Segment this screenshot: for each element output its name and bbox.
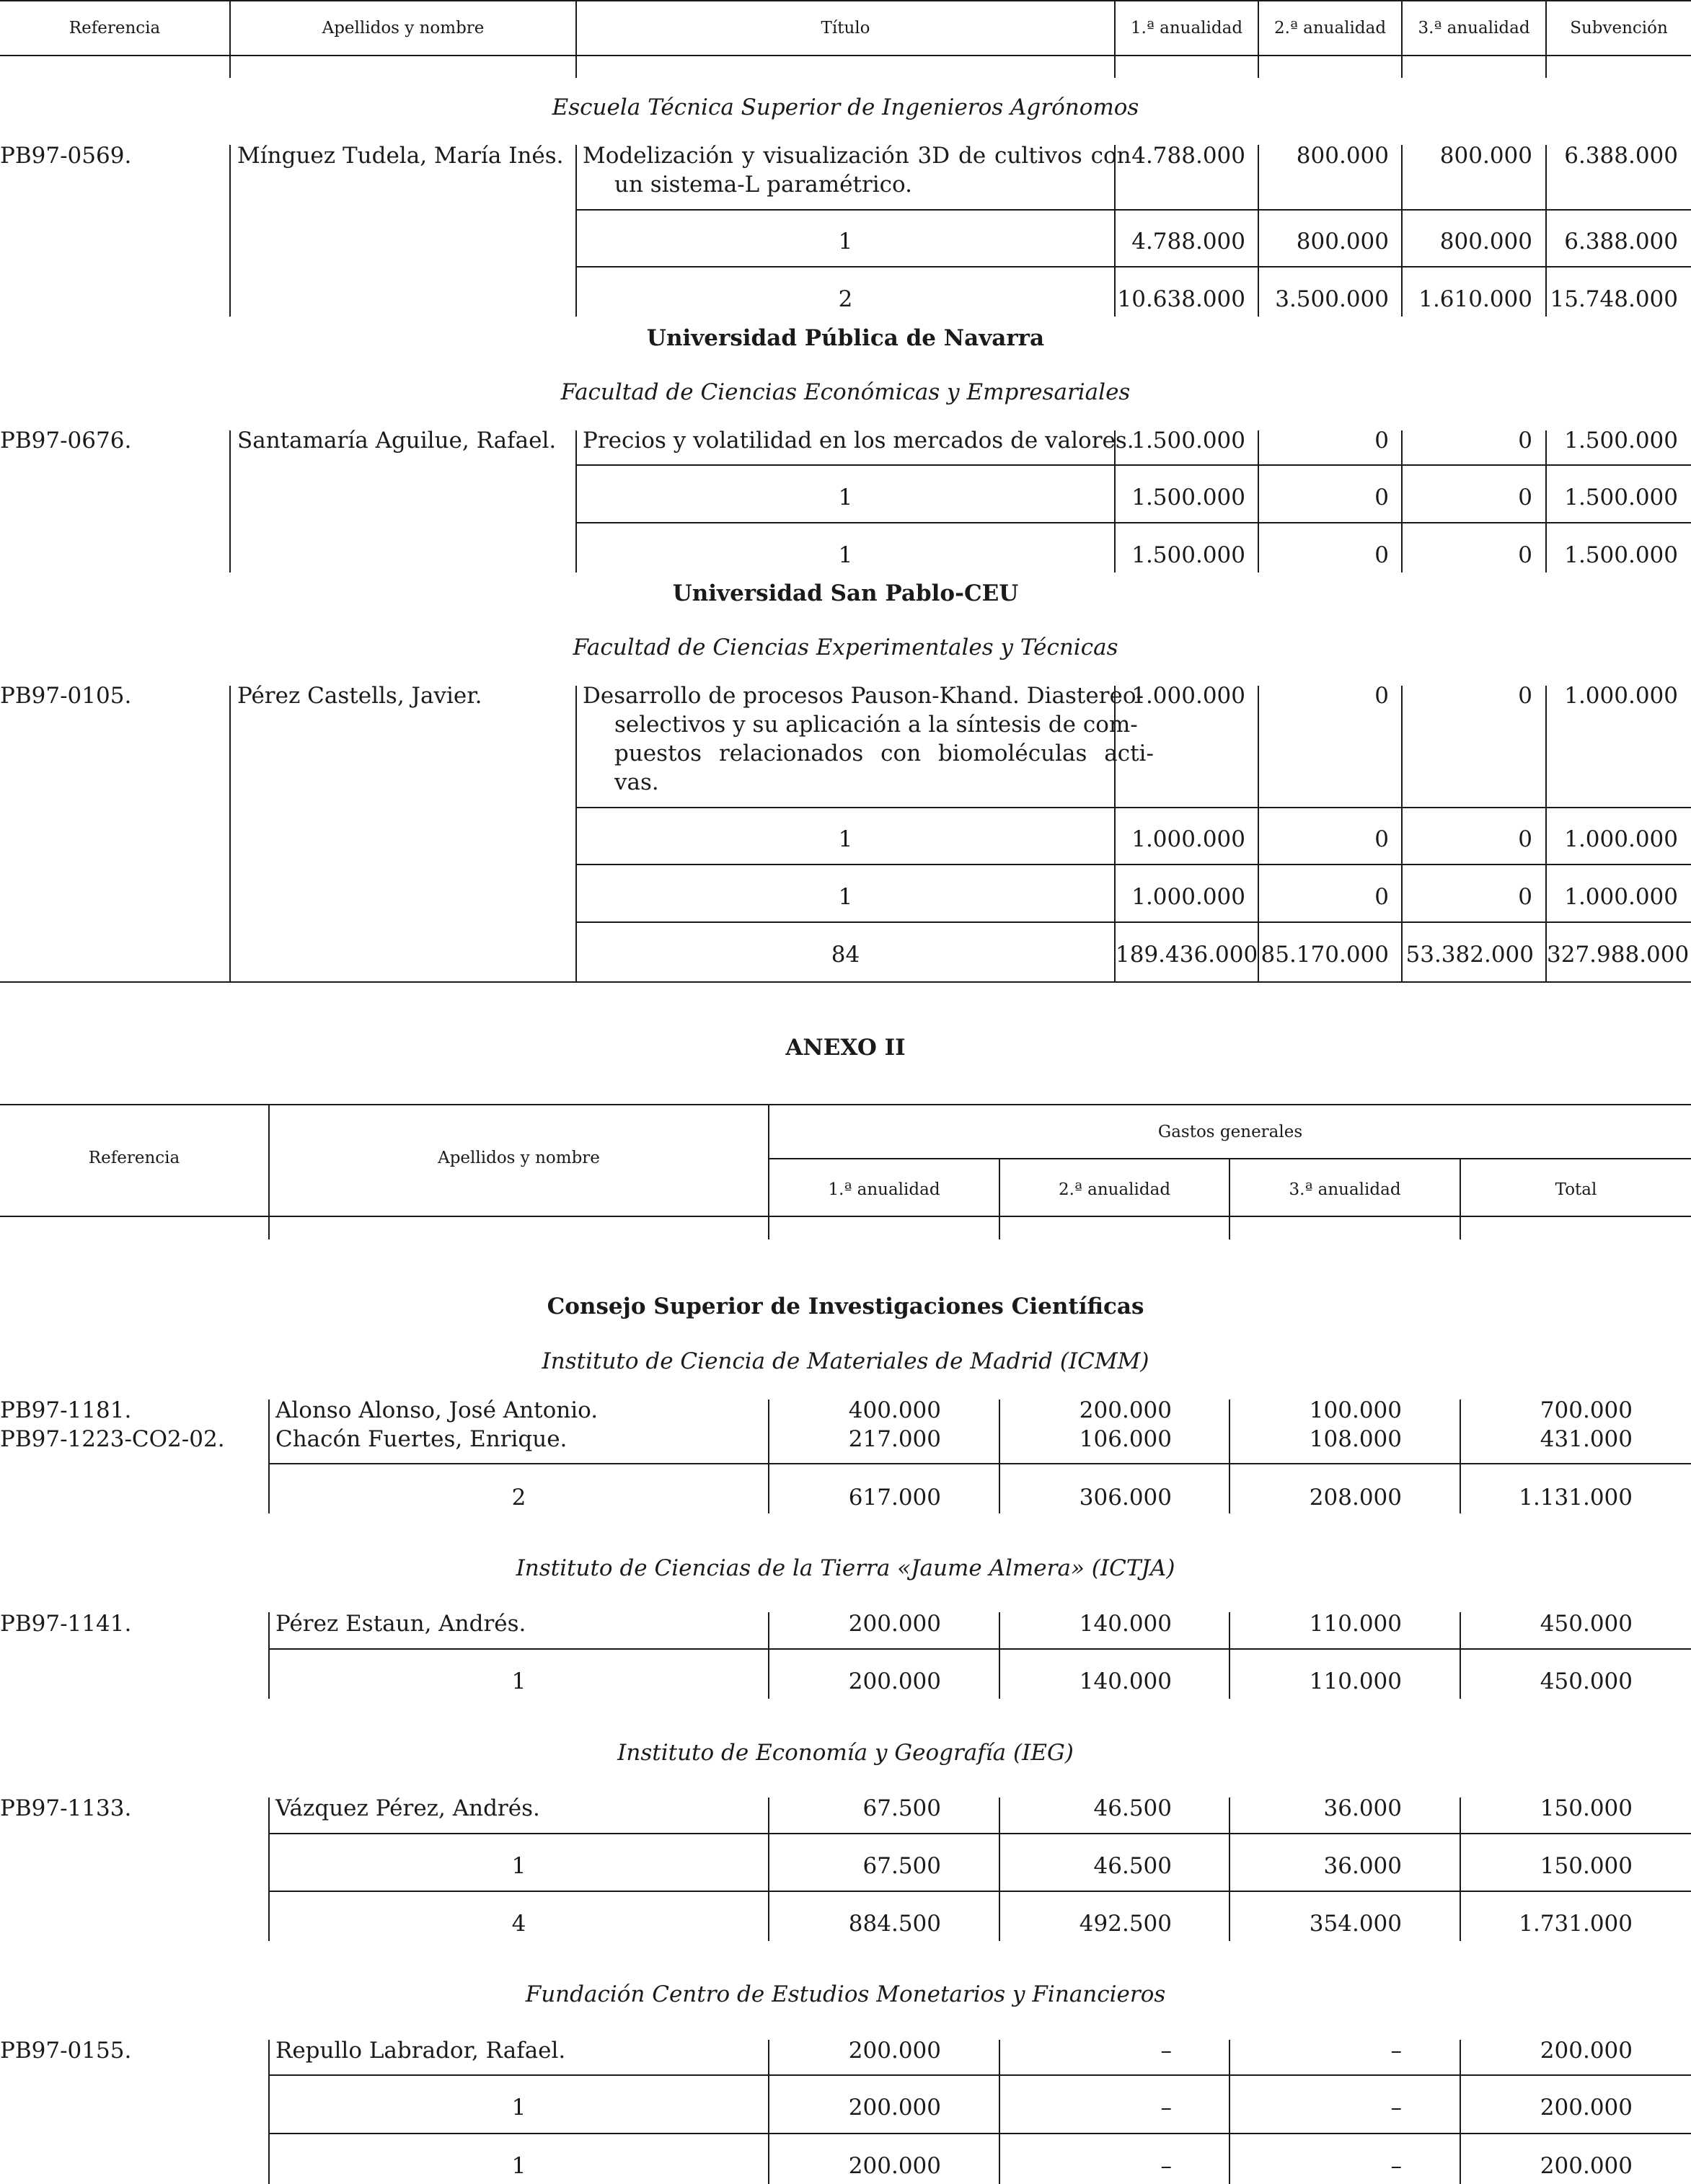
cell-apellidos: Chacón Fuertes, Enrique. bbox=[275, 1426, 568, 1452]
cell-titulo: Precios y volatilidad en los mercados de valores. bbox=[583, 428, 1134, 454]
university-heading: Universidad San Pablo-CEU bbox=[672, 580, 1019, 606]
rule bbox=[575, 209, 1691, 211]
rule bbox=[0, 1104, 1691, 1105]
cell-referencia: PB97-0676. bbox=[0, 428, 132, 454]
header-anualidad-1: 1.ª anualidad bbox=[1130, 19, 1243, 37]
cell-anualidad-2: 306.000 bbox=[1079, 1485, 1172, 1511]
cell-anualidad-2: 492.500 bbox=[1079, 1911, 1172, 1937]
cell-anualidad-1: 1.000.000 bbox=[1131, 826, 1245, 852]
rule bbox=[575, 864, 1691, 865]
cell-titulo: un sistema-L paramétrico. bbox=[614, 172, 913, 198]
cell-anualidad-1: 1.000.000 bbox=[1131, 884, 1245, 910]
cell-count: 2 bbox=[511, 1485, 526, 1511]
cell-total: 200.000 bbox=[1540, 2038, 1633, 2064]
cell-apellidos: Alonso Alonso, José Antonio. bbox=[275, 1397, 599, 1423]
rule bbox=[268, 1463, 1691, 1464]
cell-apellidos: Pérez Castells, Javier. bbox=[237, 683, 482, 709]
cell-anualidad-2: 0 bbox=[1374, 428, 1389, 454]
cell-count: 2 bbox=[838, 286, 853, 312]
cell-apellidos: Repullo Labrador, Rafael. bbox=[275, 2038, 566, 2064]
cell-anualidad-2: 0 bbox=[1374, 485, 1389, 510]
cell-anualidad-3: 1.610.000 bbox=[1418, 286, 1532, 312]
col-divider bbox=[1258, 0, 1259, 78]
cell-total: 150.000 bbox=[1540, 1853, 1633, 1879]
cell-apellidos: Pérez Estaun, Andrés. bbox=[275, 1611, 526, 1637]
cell-total: 1.731.000 bbox=[1519, 1911, 1633, 1937]
cell-anualidad-1: 1.500.000 bbox=[1131, 428, 1245, 454]
cell-anualidad-2: 0 bbox=[1374, 826, 1389, 852]
col-divider bbox=[1229, 1158, 1230, 1239]
header-anualidad-1: 1.ª anualidad bbox=[828, 1180, 940, 1199]
cell-anualidad-1: 10.638.000 bbox=[1117, 286, 1245, 312]
cell-anualidad-3: 110.000 bbox=[1309, 1611, 1402, 1637]
cell-anualidad-1: 217.000 bbox=[848, 1426, 941, 1452]
cell-subvencion: 6.388.000 bbox=[1564, 143, 1678, 169]
cell-subvencion: 15.748.000 bbox=[1550, 286, 1678, 312]
cell-apellidos: Vázquez Pérez, Andrés. bbox=[275, 1795, 540, 1821]
center-heading: Instituto de Ciencia de Materiales de Madrid (ICMM) bbox=[542, 1348, 1149, 1374]
center-heading: Instituto de Ciencias de la Tierra «Jaume Almera» (ICTJA) bbox=[516, 1555, 1175, 1581]
cell-anualidad-2: 800.000 bbox=[1296, 229, 1389, 255]
cell-anualidad-2: 140.000 bbox=[1079, 1668, 1172, 1694]
cell-anualidad-2: 0 bbox=[1374, 884, 1389, 910]
cell-anualidad-3: 36.000 bbox=[1323, 1853, 1402, 1879]
cell-anualidad-1: 4.788.000 bbox=[1131, 229, 1245, 255]
rule bbox=[575, 807, 1691, 808]
rule bbox=[575, 522, 1691, 523]
rule bbox=[0, 981, 1691, 983]
rule bbox=[268, 1833, 1691, 1834]
cell-anualidad-2: 106.000 bbox=[1079, 1426, 1172, 1452]
organization-heading: Consejo Superior de Investigaciones Científicas bbox=[547, 1294, 1144, 1319]
header-total: Total bbox=[1555, 1180, 1597, 1199]
col-divider bbox=[229, 430, 231, 572]
cell-total: 1.131.000 bbox=[1519, 1485, 1633, 1511]
col-divider bbox=[268, 1104, 270, 1239]
rule bbox=[0, 0, 1691, 1]
header-subvencion: Subvención bbox=[1570, 19, 1668, 37]
cell-count: 1 bbox=[838, 826, 853, 852]
cell-anualidad-3: 800.000 bbox=[1439, 143, 1532, 169]
cell-titulo: Desarrollo de procesos Pauson-Khand. Diastereo- bbox=[583, 683, 1144, 709]
cell-anualidad-1: 1.000.000 bbox=[1131, 683, 1245, 709]
cell-titulo: selectivos y su aplicación a la síntesis de com- bbox=[614, 712, 1138, 738]
cell-anualidad-2: 140.000 bbox=[1079, 1611, 1172, 1637]
cell-total: 700.000 bbox=[1540, 1397, 1633, 1423]
col-divider bbox=[229, 145, 231, 317]
cell-anualidad-1: 200.000 bbox=[848, 2095, 941, 2121]
cell-apellidos: Santamaría Aguilue, Rafael. bbox=[237, 428, 557, 454]
cell-titulo: puestos relacionados con biomoléculas acti- bbox=[614, 740, 1154, 766]
annex-title: ANEXO II bbox=[785, 1035, 906, 1061]
cell-count: 1 bbox=[838, 542, 853, 568]
rule bbox=[268, 2133, 1691, 2134]
center-heading: Facultad de Ciencias Económicas y Empresariales bbox=[560, 379, 1131, 405]
cell-referencia: PB97-1141. bbox=[0, 1611, 132, 1637]
cell-subvencion: 1.500.000 bbox=[1564, 485, 1678, 510]
cell-anualidad-3: – bbox=[1390, 2038, 1402, 2064]
cell-anualidad-2: 0 bbox=[1374, 683, 1389, 709]
col-divider bbox=[1545, 0, 1547, 78]
cell-anualidad-3: – bbox=[1390, 2095, 1402, 2121]
header-anualidad-2: 2.ª anualidad bbox=[1058, 1180, 1171, 1199]
cell-anualidad-1: 884.500 bbox=[848, 1911, 941, 1937]
cell-anualidad-2: 800.000 bbox=[1296, 143, 1389, 169]
cell-anualidad-1: 4.788.000 bbox=[1131, 143, 1245, 169]
rule bbox=[575, 921, 1691, 923]
cell-referencia: PB97-1133. bbox=[0, 1795, 132, 1821]
university-heading: Universidad Pública de Navarra bbox=[646, 325, 1045, 351]
cell-count: 1 bbox=[511, 1668, 526, 1694]
header-referencia: Referencia bbox=[69, 19, 161, 37]
cell-anualidad-3: 0 bbox=[1518, 428, 1532, 454]
cell-count: 1 bbox=[511, 2095, 526, 2121]
cell-anualidad-1: 200.000 bbox=[848, 1668, 941, 1694]
cell-subvencion: 1.500.000 bbox=[1564, 428, 1678, 454]
rule bbox=[268, 1891, 1691, 1892]
center-heading: Facultad de Ciencias Experimentales y Técnicas bbox=[573, 635, 1118, 660]
cell-subvencion: 1.000.000 bbox=[1564, 884, 1678, 910]
cell-anualidad-1: 1.500.000 bbox=[1131, 542, 1245, 568]
cell-count: 4 bbox=[511, 1911, 526, 1937]
cell-count: 84 bbox=[831, 942, 860, 968]
cell-anualidad-2: – bbox=[1160, 2153, 1172, 2179]
cell-anualidad-3: 100.000 bbox=[1309, 1397, 1402, 1423]
header-apellidos: Apellidos y nombre bbox=[438, 1149, 600, 1167]
cell-total: 450.000 bbox=[1540, 1611, 1633, 1637]
cell-count: 1 bbox=[838, 229, 853, 255]
header-gastos-generales: Gastos generales bbox=[1157, 1123, 1303, 1141]
col-divider bbox=[229, 686, 231, 983]
rule bbox=[575, 464, 1691, 466]
cell-anualidad-3: 800.000 bbox=[1439, 229, 1532, 255]
cell-anualidad-3: 36.000 bbox=[1323, 1795, 1402, 1821]
cell-anualidad-2: 0 bbox=[1374, 542, 1389, 568]
cell-subvencion: 327.988.000 bbox=[1547, 942, 1690, 968]
cell-anualidad-1: 67.500 bbox=[862, 1853, 941, 1879]
cell-anualidad-3: 354.000 bbox=[1309, 1911, 1402, 1937]
header-referencia: Referencia bbox=[88, 1149, 180, 1167]
cell-anualidad-2: 46.500 bbox=[1093, 1853, 1172, 1879]
cell-anualidad-2: 200.000 bbox=[1079, 1397, 1172, 1423]
cell-total: 200.000 bbox=[1540, 2153, 1633, 2179]
cell-anualidad-1: 400.000 bbox=[848, 1397, 941, 1423]
center-heading: Escuela Técnica Superior de Ingenieros Agrónomos bbox=[552, 94, 1139, 120]
cell-anualidad-3: 108.000 bbox=[1309, 1426, 1402, 1452]
cell-anualidad-3: 0 bbox=[1518, 542, 1532, 568]
rule bbox=[268, 2074, 1691, 2076]
col-divider bbox=[1114, 0, 1116, 78]
center-heading: Instituto de Economía y Geografía (IEG) bbox=[617, 1740, 1074, 1766]
cell-referencia: PB97-1181. bbox=[0, 1397, 132, 1423]
cell-titulo: vas. bbox=[614, 769, 659, 795]
cell-anualidad-3: – bbox=[1390, 2153, 1402, 2179]
cell-anualidad-3: 0 bbox=[1518, 884, 1532, 910]
cell-anualidad-1: 617.000 bbox=[848, 1485, 941, 1511]
cell-referencia: PB97-0155. bbox=[0, 2038, 132, 2064]
cell-anualidad-3: 0 bbox=[1518, 485, 1532, 510]
cell-referencia: PB97-1223-CO2-02. bbox=[0, 1426, 225, 1452]
cell-total: 450.000 bbox=[1540, 1668, 1633, 1694]
cell-count: 1 bbox=[838, 884, 853, 910]
cell-subvencion: 6.388.000 bbox=[1564, 229, 1678, 255]
cell-total: 431.000 bbox=[1540, 1426, 1633, 1452]
col-divider bbox=[575, 0, 577, 78]
header-anualidad-2: 2.ª anualidad bbox=[1273, 19, 1387, 37]
cell-subvencion: 1.000.000 bbox=[1564, 826, 1678, 852]
cell-referencia: PB97-0105. bbox=[0, 683, 132, 709]
col-divider bbox=[999, 1158, 1000, 1239]
cell-anualidad-1: 200.000 bbox=[848, 2153, 941, 2179]
header-anualidad-3: 3.ª anualidad bbox=[1418, 19, 1530, 37]
cell-anualidad-3: 53.382.000 bbox=[1405, 942, 1534, 968]
cell-total: 200.000 bbox=[1540, 2095, 1633, 2121]
cell-subvencion: 1.000.000 bbox=[1564, 683, 1678, 709]
header-titulo: Título bbox=[821, 19, 870, 37]
cell-referencia: PB97-0569. bbox=[0, 143, 132, 169]
cell-anualidad-2: – bbox=[1160, 2095, 1172, 2121]
cell-anualidad-3: 110.000 bbox=[1309, 1668, 1402, 1694]
cell-apellidos: Mínguez Tudela, María Inés. bbox=[237, 143, 564, 169]
col-divider bbox=[1460, 1158, 1461, 1239]
rule bbox=[575, 266, 1691, 268]
cell-total: 150.000 bbox=[1540, 1795, 1633, 1821]
cell-count: 1 bbox=[838, 485, 853, 510]
cell-anualidad-2: 3.500.000 bbox=[1275, 286, 1389, 312]
cell-anualidad-1: 189.436.000 bbox=[1116, 942, 1258, 968]
cell-anualidad-1: 1.500.000 bbox=[1131, 485, 1245, 510]
rule bbox=[0, 1216, 1691, 1217]
cell-anualidad-3: 0 bbox=[1518, 826, 1532, 852]
cell-titulo: Modelización y visualización 3D de cultivos con bbox=[583, 143, 1131, 169]
cell-count: 1 bbox=[511, 1853, 526, 1879]
rule bbox=[0, 55, 1691, 56]
cell-anualidad-3: 208.000 bbox=[1309, 1485, 1402, 1511]
col-divider bbox=[229, 0, 231, 78]
cell-anualidad-2: – bbox=[1160, 2038, 1172, 2064]
center-heading: Fundación Centro de Estudios Monetarios y Financieros bbox=[525, 1981, 1166, 2007]
header-apellidos: Apellidos y nombre bbox=[322, 19, 485, 37]
header-anualidad-3: 3.ª anualidad bbox=[1289, 1180, 1401, 1199]
cell-anualidad-1: 67.500 bbox=[862, 1795, 941, 1821]
cell-subvencion: 1.500.000 bbox=[1564, 542, 1678, 568]
cell-count: 1 bbox=[511, 2153, 526, 2179]
cell-anualidad-3: 0 bbox=[1518, 683, 1532, 709]
cell-anualidad-2: 46.500 bbox=[1093, 1795, 1172, 1821]
rule bbox=[268, 1648, 1691, 1650]
col-divider bbox=[1401, 0, 1403, 78]
cell-anualidad-2: 85.170.000 bbox=[1260, 942, 1389, 968]
cell-anualidad-1: 200.000 bbox=[848, 2038, 941, 2064]
cell-anualidad-1: 200.000 bbox=[848, 1611, 941, 1637]
